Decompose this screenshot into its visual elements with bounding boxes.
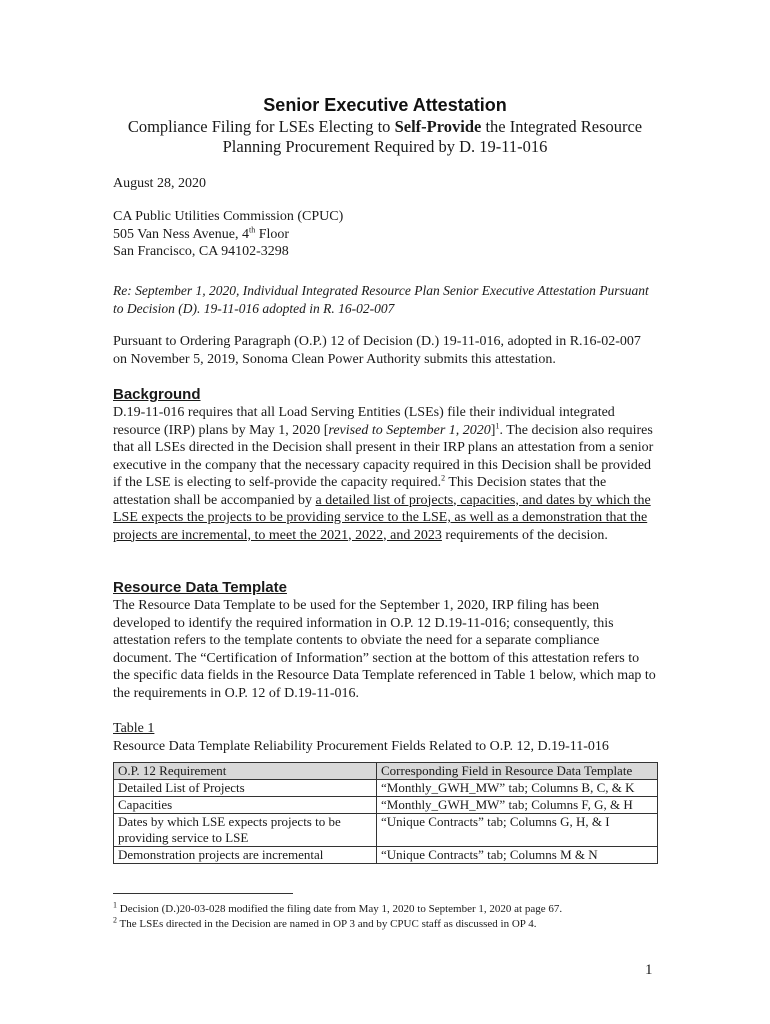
table-cell: “Monthly_GWH_MW” tab; Columns B, C, & K	[377, 780, 658, 797]
background-underlined-text: a detailed list of projects, capacities, and dates by which the LSE expects the projects to be providing service to the LSE, as well as a demonstration that the projects are incremental, to meet the 2021, 2022, and 2023	[113, 492, 651, 543]
footnote-ref-2[interactable]: 2	[441, 473, 446, 483]
table-row	[114, 797, 658, 814]
address-ordinal: th	[248, 224, 256, 234]
table-cell: Detailed List of Projects	[114, 780, 377, 797]
table-row	[114, 847, 658, 864]
footnote-ref-1[interactable]: 1	[495, 420, 500, 430]
re-line: Re: September 1, 2020, Individual Integrated Resource Plan Senior Executive Attestation Pursuant to Decision (D). 19-11-016 adopted in R. 16-02-007	[113, 283, 649, 316]
table-caption: Resource Data Template Reliability Procurement Fields Related to O.P. 12, D.19-11-016	[113, 738, 609, 754]
footnote-text: The LSEs directed in the Decision are named in OP 3 and by CPUC staff as discussed in OP 4.	[117, 918, 537, 930]
footnote-number: 1	[113, 900, 117, 910]
table-label: Table 1	[113, 721, 155, 736]
background-text-2: . The decision also requires that all LSEs directed in the Decision shall present in their IRP plans an attestation from a senior executive in the company that the necessary capacity required in this Decision shall be provided if the LSE is electing to self-provide the capacity required.	[113, 422, 654, 490]
table-cell: Capacities	[114, 797, 377, 814]
resource-data-heading: Resource Data Template	[113, 579, 287, 596]
table-row	[114, 814, 658, 847]
address-line-1: CA Public Utilities Commission (CPUC)	[113, 209, 344, 224]
table-cell: Demonstration projects are incremental	[114, 847, 377, 864]
background-paragraph	[113, 404, 658, 544]
subtitle-text-end: the Integrated Resource Planning Procurement Required by D. 19-11-016	[222, 117, 643, 156]
recipient-address	[113, 208, 658, 261]
footnote-2	[113, 917, 673, 931]
background-italic: revised to September 1, 2020	[328, 422, 491, 438]
table-cell: “Unique Contracts” tab; Columns M & N	[377, 847, 658, 864]
subtitle-bold: Self-Provide	[394, 117, 482, 136]
page-number: 1	[645, 962, 653, 978]
footnote-number: 2	[113, 915, 117, 925]
footnote-1	[113, 902, 673, 916]
table-header-cell: Corresponding Field in Resource Data Template	[377, 763, 658, 780]
background-text-3: This Decision states that the attestation shall be accompanied by	[113, 475, 607, 508]
background-bracket: ]	[490, 422, 496, 438]
address-line-2	[113, 226, 658, 244]
table-title-block	[113, 720, 658, 755]
requirements-table	[113, 762, 658, 864]
table-header-cell: O.P. 12 Requirement	[114, 763, 377, 780]
document-subtitle	[100, 117, 670, 157]
address-street: 505 Van Ness Avenue, 4	[113, 226, 249, 242]
table-row	[114, 780, 658, 797]
footnote-divider	[113, 893, 293, 894]
document-title: Senior Executive Attestation	[263, 95, 507, 115]
address-line-3: San Francisco, CA 94102-3298	[113, 244, 289, 259]
address-floor: Floor	[255, 226, 290, 242]
table-cell: “Unique Contracts” tab; Columns G, H, & I	[377, 814, 658, 847]
letter-date: August 28, 2020	[113, 176, 206, 191]
background-text-4: requirements of the decision.	[441, 527, 608, 543]
table-cell: Dates by which LSE expects projects to be providing service to LSE	[114, 814, 377, 847]
footnote-text: Decision (D.)20-03-028 modified the filing date from May 1, 2020 to September 1, 2020 at page 67.	[117, 903, 563, 915]
resource-data-paragraph: The Resource Data Template to be used for the September 1, 2020, IRP filing has been developed to identify the required information in O.P. 12 D.19-11-016; consequently, this attestation refers to the template contents to obviate the need for a separate compliance document. The “Certification of Information” section at the bottom of this attestation refers to the specific data fields in the Resource Data Template referenced in Table 1 below, which map to the requirements in O.P. 12 of D.19-11-016.	[113, 598, 656, 701]
background-text-1: D.19-11-016 requires that all Load Serving Entities (LSEs) file their individual integrated resource (IRP) plans by May 1, 2020 [	[113, 405, 615, 438]
subtitle-text: Compliance Filing for LSEs Electing to	[127, 117, 395, 136]
table-header-row	[114, 763, 658, 780]
pursuant-paragraph: Pursuant to Ordering Paragraph (O.P.) 12 of Decision (D.) 19-11-016, adopted in R.16-02-007 on November 5, 2019, Sonoma Clean Power Authority submits this attestation.	[113, 334, 641, 367]
background-heading: Background	[113, 386, 201, 403]
table-cell: “Monthly_GWH_MW” tab; Columns F, G, & H	[377, 797, 658, 814]
